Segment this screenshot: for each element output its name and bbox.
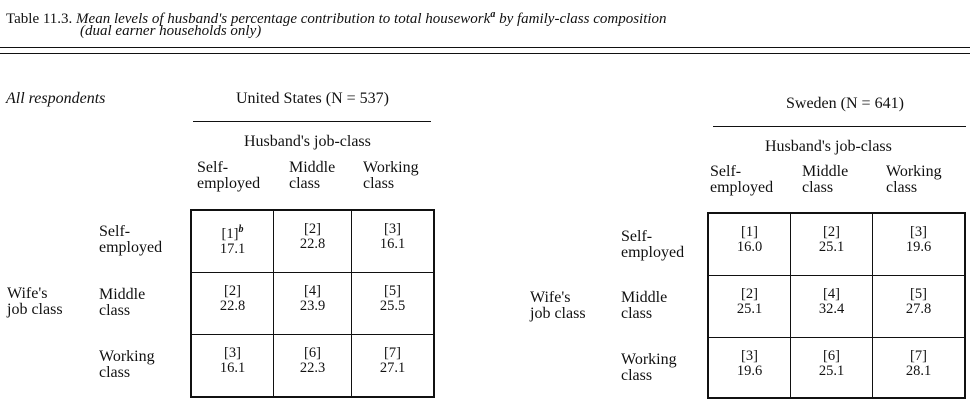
title-part-2: by family-class composition	[495, 11, 667, 27]
sweden-col-middle-class: Middle class	[802, 163, 849, 196]
table-subtitle: (dual earner households only)	[80, 23, 262, 39]
sweden-wife-label: Wife's job class	[530, 289, 586, 322]
us-cell-9: [7] 27.1	[379, 345, 406, 376]
sweden-cell-8: [6] 25.1	[791, 338, 873, 397]
top-rule-2	[0, 53, 970, 54]
us-cell-4: [2] 22.8	[192, 273, 274, 335]
sweden-cell-6: [5] 27.8	[873, 276, 964, 338]
sweden-grid	[707, 212, 966, 399]
sweden-cell-2: [2] 25.1	[791, 214, 873, 276]
us-col-working-class: Working class	[363, 159, 419, 192]
sweden-cell-5: [4] 32.4	[791, 276, 873, 338]
top-rule-1	[0, 47, 970, 48]
us-col-middle-class: Middle class	[289, 159, 336, 192]
sweden-cell-3: [3] 19.6	[873, 214, 964, 276]
title-part-1: Mean levels of husband's percentage contribution to total housework	[76, 11, 491, 27]
us-husband-label: Husband's job-class	[244, 133, 371, 150]
us-cell-7: [3] 16.1	[192, 335, 274, 396]
us-cell-8: [6] 22.3	[274, 335, 352, 396]
footnote-b-marker: b	[238, 224, 244, 235]
sweden-cell-9: [7] 28.1	[905, 348, 932, 379]
sweden-cell-1: [1] 16.0	[709, 214, 791, 276]
us-wife-label: Wife's job class	[7, 285, 63, 318]
row-group-label: All respondents	[6, 90, 106, 107]
us-heading: United States (N = 537)	[236, 90, 389, 107]
sweden-husband-label: Husband's job-class	[765, 138, 892, 155]
sweden-row-working-class: Working class	[621, 351, 677, 384]
us-cell-6: [5] 25.5	[352, 273, 433, 335]
us-cell-5: [4] 23.9	[274, 273, 352, 335]
footnote-a-marker: a	[490, 9, 496, 20]
sweden-col-self-employed: Self- employed	[710, 163, 774, 196]
us-grid	[190, 209, 435, 398]
sweden-row-middle-class: Middle class	[621, 289, 668, 322]
us-cell-2: [2] 22.8	[274, 211, 352, 273]
sweden-row-self-employed: Self- employed	[621, 228, 685, 261]
sweden-heading-rule	[713, 126, 966, 127]
us-row-self-employed: Self- employed	[99, 223, 163, 256]
us-cell-1: $[1]^b$ 17.1	[192, 211, 274, 273]
us-heading-rule	[193, 121, 431, 122]
us-row-working-class: Working class	[99, 348, 155, 381]
sweden-cell-7: [3] 19.6	[709, 338, 791, 397]
us-cell-3: [3] 16.1	[352, 211, 433, 273]
sweden-cell-4: [2] 25.1	[709, 276, 791, 338]
us-col-self-employed: Self- employed	[197, 159, 261, 192]
sweden-col-working-class: Working class	[886, 163, 942, 196]
sweden-heading: Sweden (N = 641)	[786, 95, 904, 112]
us-row-middle-class: Middle class	[99, 286, 146, 319]
table-label: Table 11.3.	[6, 11, 73, 27]
